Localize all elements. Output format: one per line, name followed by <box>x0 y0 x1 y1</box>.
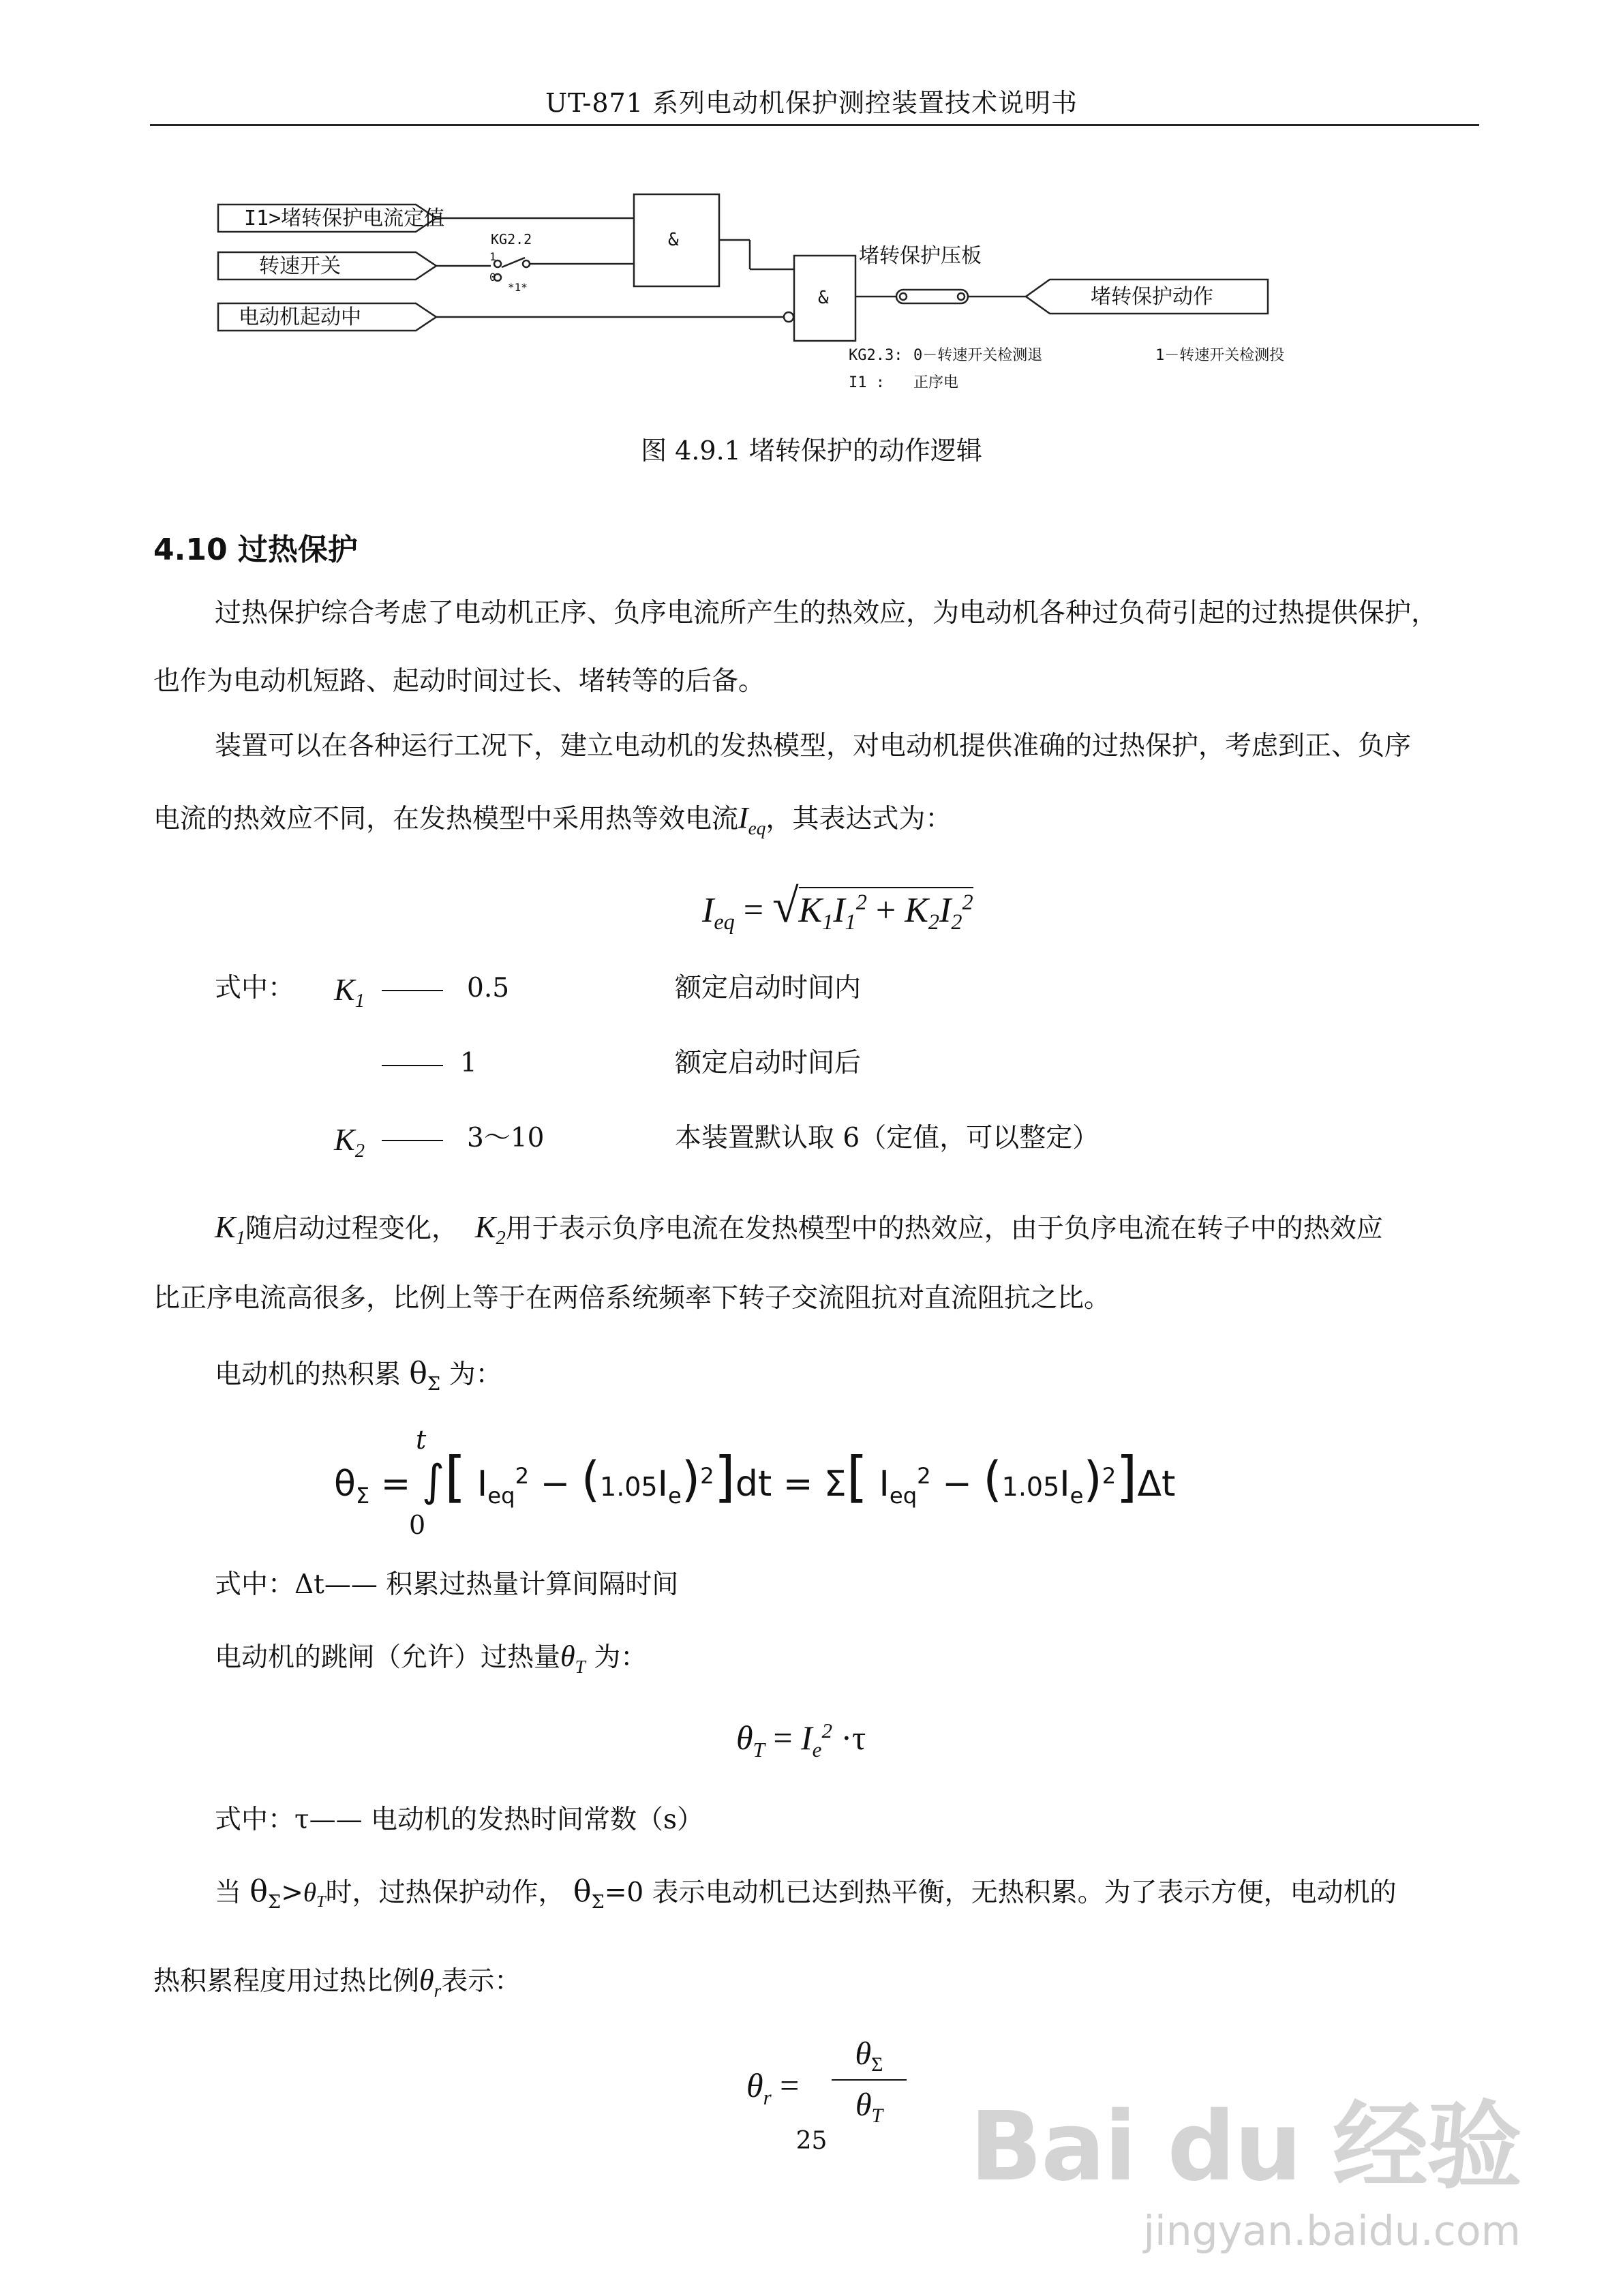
note-i1-val: 正序电 <box>913 374 959 391</box>
header-rule <box>150 124 1479 126</box>
switch-pos-0: 0 <box>489 271 496 284</box>
formula-theta-r-num: $\theta_\Sigma$ <box>855 2036 883 2076</box>
figure-caption: 图 4.9.1 堵转保护的动作逻辑 <box>641 436 982 466</box>
def-dt: 式中：Δt—— 积累过热量计算间隔时间 <box>215 1569 679 1600</box>
output-label: 堵转保护动作 <box>1091 285 1213 309</box>
section-title: 4.10 过热保护 <box>153 532 358 567</box>
paragraph-2-line-1: 装置可以在各种运行工况下，建立电动机的发热模型，对电动机提供准确的过热保护，考虑到正、负序 <box>215 731 1412 761</box>
formula-theta-r-den: $\theta_T$ <box>855 2087 883 2128</box>
k2-desc: 本装置默认取 6（定值，可以整定） <box>675 1123 1099 1153</box>
paragraph-6-line-1: 当 $\theta_\Sigma>\theta_T$时，过热保护动作， $\theta_\Sigma=0$ 表示电动机已达到热平衡，无热积累。为了表示方便，电动机的 <box>215 1874 1397 1913</box>
paragraph-2-line-2: 电流的热效应不同，在发热模型中采用热等效电流$I_{eq}$，其表达式为： <box>153 801 952 839</box>
integral-upper: t <box>416 1425 427 1455</box>
logic-diagram <box>204 184 1363 402</box>
formula-theta-r-lhs: $\theta_r$ = <box>746 2066 800 2109</box>
switch-star: *1* <box>508 281 528 294</box>
paragraph-1-line-2: 也作为电动机短路、起动时间过长、堵转等的后备。 <box>153 666 765 697</box>
k1-symbol: $K_1$ <box>334 972 365 1012</box>
pressplate-label: 堵转保护压板 <box>859 244 982 268</box>
note-kg: KG2.3: <box>849 347 903 364</box>
dash-3 <box>382 1140 443 1141</box>
input-label-1: I1>堵转保护电流定值 <box>244 207 445 230</box>
switch-pos-1: 1 <box>489 250 496 263</box>
page-header: UT-871 系列电动机保护测控装置技术说明书 <box>545 88 1078 118</box>
note-kg-1: 1－转速开关检测投 <box>1155 347 1285 364</box>
formula-theta-sum: $\theta_\Sigma$ = ∫[ $I_{eq}^2 - (1.05I_e)^2]dt = \Sigma$[ $I_{eq}^2 - (1.05I_e)^2]\Delta t$ <box>334 1445 1176 1509</box>
k1-desc-2: 额定启动时间后 <box>675 1048 862 1078</box>
page-number: 25 <box>795 2127 828 2155</box>
and-gate-1-label: & <box>668 230 679 250</box>
paragraph-4: 电动机的热积累 $\theta_\Sigma$ 为： <box>215 1356 502 1395</box>
switch-label: KG2.2 <box>491 231 532 247</box>
k1-val-2: 1 <box>460 1048 477 1078</box>
dash-1 <box>382 990 443 991</box>
k2-val: 3～10 <box>467 1123 545 1153</box>
note-i1: I1 : <box>849 374 885 391</box>
k2-symbol: $K_2$ <box>334 1122 365 1162</box>
fraction-bar <box>832 2079 907 2081</box>
input-label-2: 转速开关 <box>259 254 341 278</box>
paragraph-3-line-1: $K_1$随启动过程变化， $K_2$用于表示负序电流在发热模型中的热效应，由于负序电流在转子中的热效应 <box>215 1209 1383 1249</box>
paragraph-3-line-2: 比正序电流高很多，比例上等于在两倍系统频率下转子交流阻抗对直流阻抗之比。 <box>153 1283 1111 1314</box>
note-kg-0: 0－转速开关检测退 <box>913 347 1043 364</box>
input-label-3: 电动机起动中 <box>239 305 361 329</box>
paragraph-6-line-2: 热积累程度用过热比例$\theta_r$表示： <box>153 1963 521 2001</box>
integral-lower: 0 <box>409 1510 426 1540</box>
k1-desc-1: 额定启动时间内 <box>675 973 862 1003</box>
formula-theta-t: $\theta_T = I_e^2 \cdot\tau$ <box>736 1718 866 1762</box>
watermark <box>969 2070 1521 2255</box>
formula-ieq: $I_{eq} = √K_1I_1^2 + K_2I_2^2$ <box>702 880 973 935</box>
def-tau: 式中：τ—— 电动机的发热时间常数（s） <box>215 1804 703 1835</box>
paragraph-5: 电动机的跳闸（允许）过热量$\theta_T$ 为： <box>215 1640 648 1677</box>
dash-2 <box>382 1065 443 1066</box>
and-gate-2-label: & <box>818 288 829 308</box>
def-prefix: 式中： <box>215 973 295 1003</box>
paragraph-1-line-1: 过热保护综合考虑了电动机正序、负序电流所产生的热效应，为电动机各种过负荷引起的过热提供保护， <box>215 598 1438 629</box>
watermark-url: jingyan.baidu.com <box>1143 2207 1521 2255</box>
watermark-logo: Bai du 经验 <box>969 2091 1521 2203</box>
k1-val-1: 0.5 <box>467 973 510 1003</box>
